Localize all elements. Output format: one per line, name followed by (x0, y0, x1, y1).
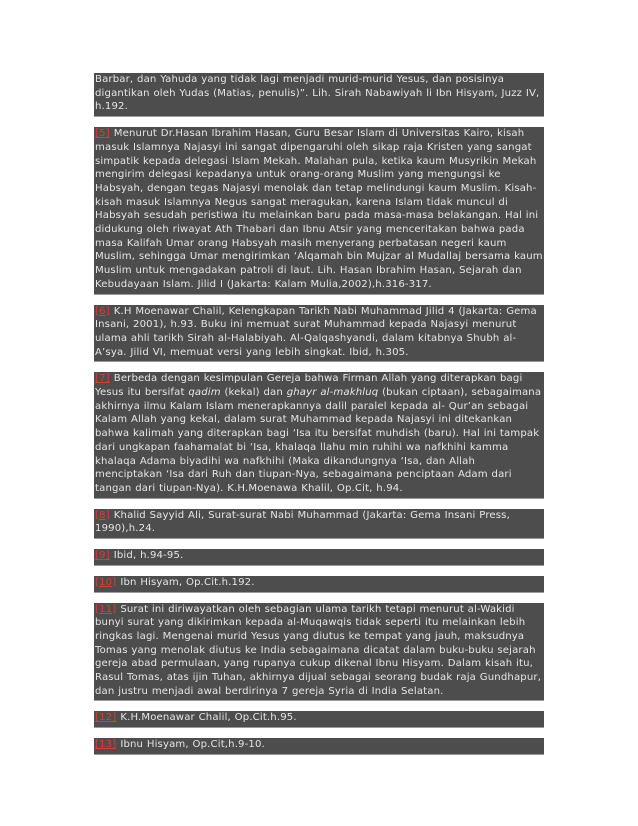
footnote-8 (94, 509, 544, 539)
footnote-11 (94, 603, 544, 702)
footnote-ref-link[interactable]: [5] (95, 128, 110, 140)
footnote-text: Menurut Dr.Hasan Ibrahim Hasan, Guru Besar Islam di Universitas Kairo, kisah masuk Islamnya Najasyi ini sangat dipengaruhi oleh sikap raja Kristen yang sangat simpatik kepada delegasi Islam Mekah. Malahan pula, ketika kaum Musyrikin Mekah mengirim delegasi kepadanya untuk orang-orang Muslim yang mengungsi ke Habsyah, dengan tegas Najasyi menolak dan tetap melindungi kaum Muslim. Kisah-kisah masuk Islamnya Negus sangat meragukan, karena Islam tidak muncul di Habsyah sesudah peristiwa itu melainkan baru pada masa-masa belakangan. Hal ini didukung oleh riwayat Ath Thabari dan Ibnu Atsir yang menceritakan bahwa pada masa Kalifah Umar orang Habsyah masih menyerang perbatasan negeri kaum Muslim, sehingga Umar mengirimkan ‘Alqamah bin Mujzar al Mudallaj bersama kaum Muslim untuk mengadakan patroli di laut. Lih. Hasan Ibrahim Hasan, Sejarah dan Kebudayaan Islam. Jilid I (Jakarta: Kalam Mulia,2002),h.316-317. (95, 128, 543, 290)
footnote-text: Ibn Hisyam, Op.Cit.h.192. (120, 576, 255, 588)
footnote-text: Barbar, dan Yahuda yang tidak lagi menjadi murid-murid Yesus, dan posisinya digantikan oleh Yudas (Matias, penulis)”. Lih. Sirah Nabawiyah li Ibn Hisyam, Juzz IV, h.192. (95, 74, 540, 113)
footnote-ref-link[interactable]: [10] (95, 576, 117, 588)
footnote-text: Berbeda dengan kesimpulan Gereja bahwa Firman Allah yang diterapkan bagi Yesus itu bersifat (95, 373, 523, 399)
footnote-text: Ibnu Hisyam, Op.Cit,h.9-10. (120, 739, 265, 751)
footnote-text: (kekal) dan (220, 387, 287, 399)
footnote-text: Surat ini diriwayatkan oleh sebagian ulama tarikh tetapi menurut al-Wakidi bunyi surat yang dikirimkan kepada al-Muqawqis tidak seperti itu melainkan lebih ringkas lagi. Mengenai murid Yesus yang diutus ke tempat yang jauh, maksudnya Tomas yang menolak diutus ke India sebagaimana dicatat dalam buku-buku sejarah gereja abad permulaan, yang rupanya cukup dikenal Ibnu Hisyam. Dalam kisah itu, Rasul Tomas, atas ijin Tuhan, akhirnya dijual sebagai seorang budak raja Gundhapur, dan justru menjadi awal berdirinya 7 gereja Syria di India Selatan. (95, 603, 542, 697)
footnote-6 (94, 305, 544, 363)
footnote-ref-link[interactable]: [12] (95, 712, 117, 724)
footnote-13 (94, 738, 544, 755)
footnote-continuation (94, 73, 544, 117)
footnote-ref-link[interactable]: [11] (95, 603, 117, 615)
footnote-10 (94, 576, 544, 593)
footnote-text: Ibid, h.94-95. (113, 550, 184, 562)
footnote-text: (bukan ciptaan), sebagaimana akhirnya ilmu Kalam Islam menerapkannya dalil paralel kepada al- Qur’an sebagai Kalam Allah yang kekal, dalam surat Muhammad kepada Najasyi ini ditekankan bahwa kalimah yang diterapkan bagi ‘Isa itu bersifat muhdish (baru). Hal ini tampak dari ungkapan faahamalat bi ‘Isa, khalaqa llahu min ruhihi wa nafkhihi kamma khalaqa Adama biyadihi wa nafkhihi (Maka dikandungnya ‘Isa, dan Allah menciptakan ‘Isa dari Ruh dan tiupan-Nya, sebagaimana penciptaan Adam dari tangan dari tiupan-Nya). K.H.Moenawa Khalil, Op.Cit, h.94. (95, 387, 542, 494)
footnote-text: K.H Moenawar Chalil, Kelengkapan Tarikh Nabi Muhammad Jilid 4 (Jakarta: Gema Insani, 2001), h.93. Buku ini memuat surat Muhammad kepada Najasyi menurut ulama ahli tarikh Sirah al-Halabiyah. Al-Qalqashyandi, dalam kitabnya Shubh al-A’sya. Jilid VI, memuat versi yang lebih singkat. Ibid, h.305. (95, 305, 537, 358)
footnote-ref-link[interactable]: [13] (95, 739, 117, 751)
footnote-12 (94, 711, 544, 728)
footnote-italic-term: ghayr al-makhluq (286, 387, 379, 399)
footnote-italic-term: qadim (188, 387, 221, 399)
footnote-text: K.H.Moenawar Chalil, Op.Cit.h.95. (120, 712, 297, 724)
footnote-ref-link[interactable]: [9] (95, 550, 110, 562)
footnote-ref-link[interactable]: [6] (95, 305, 110, 317)
footnote-5 (94, 127, 544, 294)
footnotes-document (94, 73, 544, 765)
footnote-7 (94, 372, 544, 498)
footnote-text: Khalid Sayyid Ali, Surat-surat Nabi Muhammad (Jakarta: Gema Insani Press, 1990),h.24. (95, 509, 510, 535)
footnote-ref-link[interactable]: [7] (95, 373, 110, 385)
footnote-9 (94, 549, 544, 566)
footnote-ref-link[interactable]: [8] (95, 509, 110, 521)
